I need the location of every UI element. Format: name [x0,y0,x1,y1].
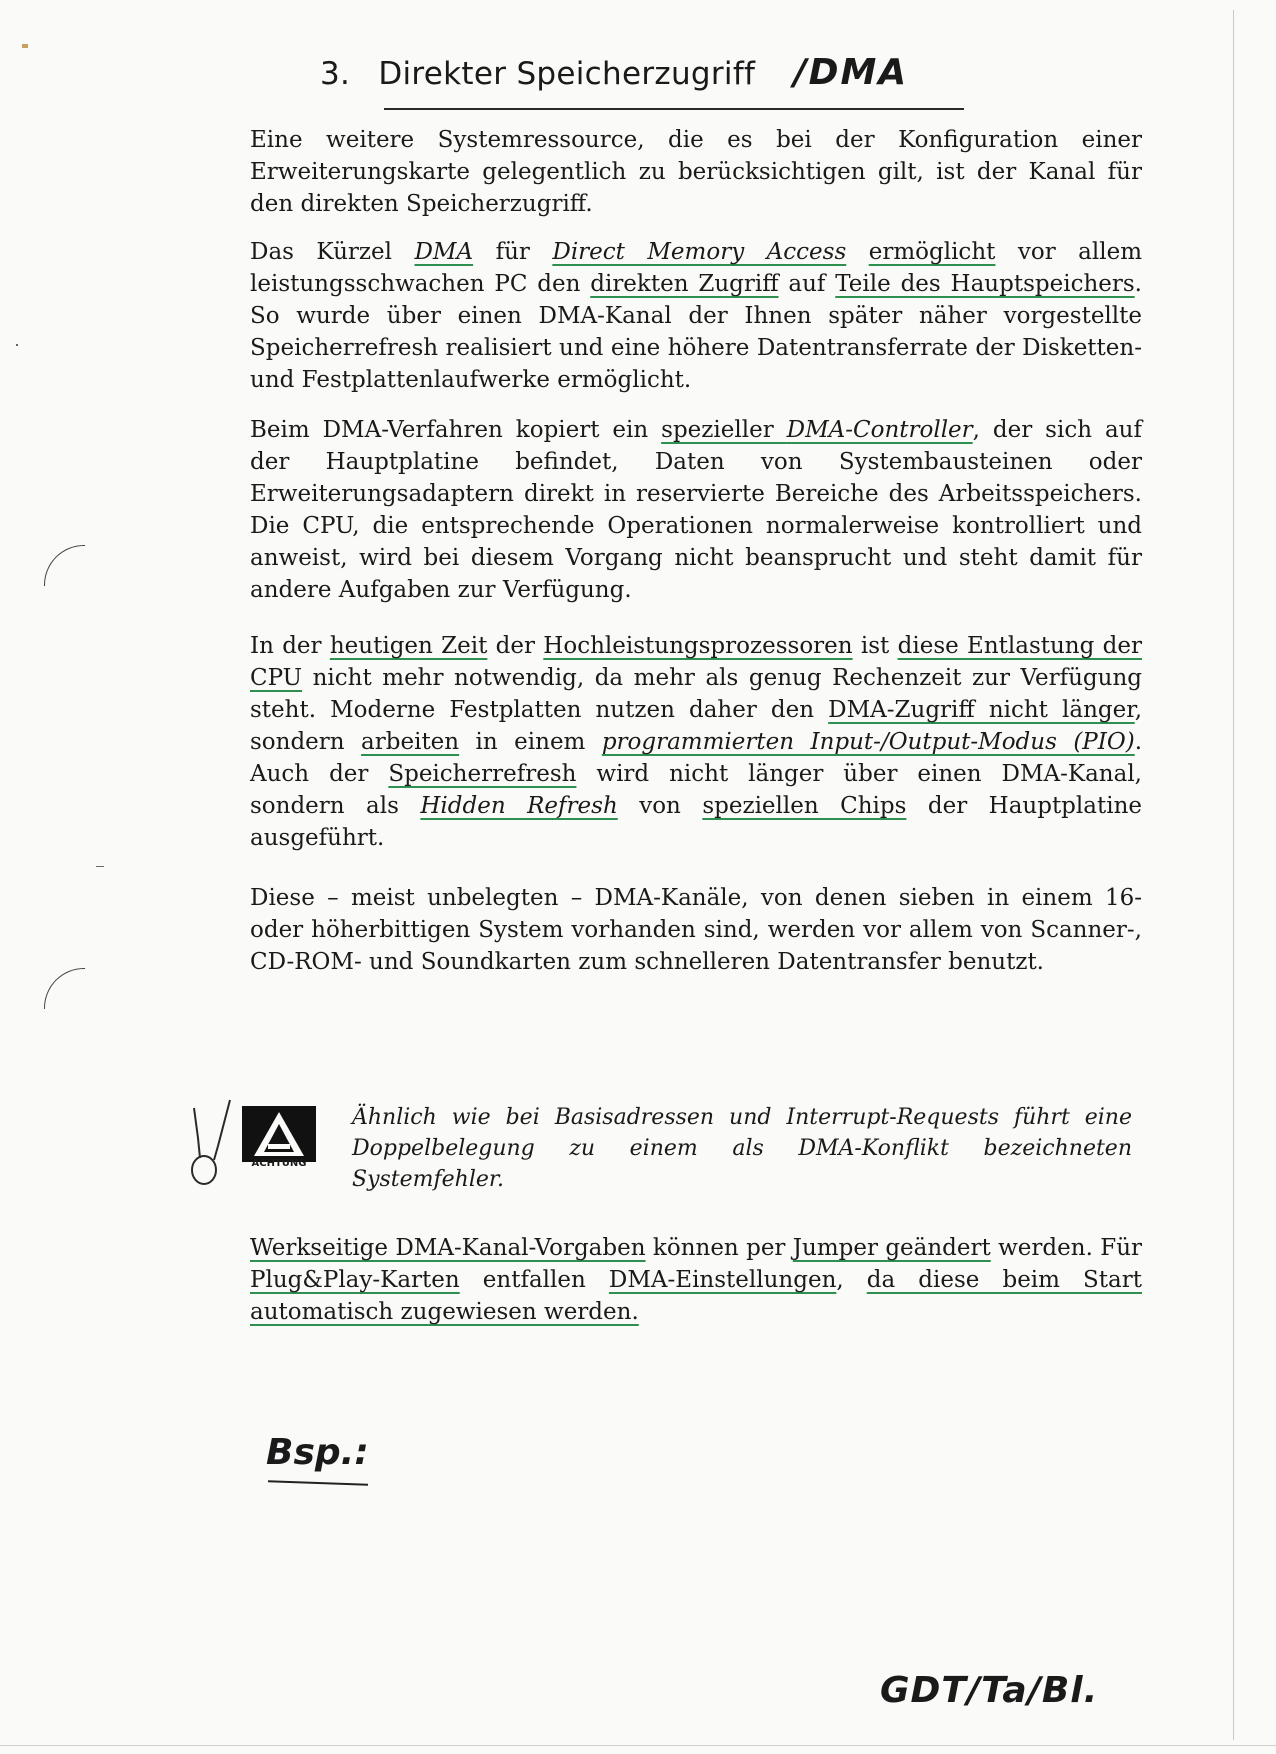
handwritten-example-label: Bsp.: [266,1432,369,1473]
underlined-term: Direct Memory Access [552,239,847,265]
paragraph-text: Diese – meist unbelegten – DMA-Kanäle, von denen sieben in einem 16- oder höherbittigen System vorhanden sind, werden vor allem von Scanner-, CD-ROM- und Soundkarten zum schnelleren Datentransfer benutzt. [250,885,1142,975]
text-run: , [836,1267,867,1293]
scan-speck [22,44,28,48]
text-run: ist [852,633,898,659]
text-run: in einem [459,729,602,755]
text-run: vor allem leistungsschwachen PC den [250,239,1143,297]
underlined-term: DMA-Einstellungen [608,1267,837,1293]
paragraph-4 [250,630,1142,854]
underlined-term: spezieller [661,417,787,443]
heading-handwritten-annotation: /DMA [793,52,909,93]
underlined-term: Werkseitige DMA-Kanal-Vorgaben [250,1235,646,1261]
underlined-term: da diese beim Start automatisch zugewiesen werden. [250,1267,1142,1325]
text-run: . So wurde über einen DMA-Kanal der Ihnen später näher vorgestellte Speicherrefresh realisiert und eine höhere Datentransferrate der Disketten- und Festplattenlaufwerke ermöglicht. [250,271,1142,393]
paragraph-text [250,236,1142,396]
underlined-term: Plug&Play-Karten [250,1267,460,1293]
scan-edge-line [1233,10,1234,1740]
heading-title: Direkter Speicherzugriff [378,56,756,92]
handwritten-check-mark [180,1098,240,1208]
text-run: nicht mehr notwendig, da mehr als genug Rechenzeit zur Verfügung steht. Moderne Festplatten nutzen daher den [250,665,1142,723]
underlined-term: DMA-Controller [786,417,973,443]
warning-note-text: Ähnlich wie bei Basisadressen und Interrupt-Requests führt eine Doppelbelegung zu einem als DMA-Konflikt bezeichneten Systemfehler. [352,1105,1132,1192]
text-run: werden. Für [990,1235,1142,1261]
handwritten-example-underline [268,1480,368,1485]
underlined-term: DMA-Zugriff nicht länger [828,697,1135,723]
text-run: Das Kürzel [250,239,415,265]
paragraph-2 [250,236,1142,396]
underlined-term: ermöglicht [868,239,996,265]
scan-speck [96,866,104,867]
warning-note [240,1098,1140,1208]
text-run: der [487,633,544,659]
punch-hole-mark [44,968,85,1009]
underlined-term: Speicherrefresh [388,761,577,787]
section-heading [320,52,908,93]
underlined-term: diese Entlastung der CPU [250,633,1142,691]
underlined-term: heutigen Zeit [329,633,488,659]
underlined-term: arbeiten [361,729,460,755]
text-run: wird nicht länger über einen DMA-Kanal, sondern als [250,761,1142,819]
underlined-term: DMA [414,239,474,265]
text-run: können per [645,1235,793,1261]
text-run: Beim DMA-Verfahren kopiert ein [250,417,662,443]
warning-icon-label: ACHTUNG [251,1158,307,1169]
underlined-term: Hidden Refresh [420,793,618,819]
underlined-term: speziellen Chips [702,793,907,819]
underlined-term: Hochleistungsprozessoren [543,633,853,659]
underlined-term: programmierten Input-/Output-Modus (PIO) [601,729,1135,755]
heading-number: 3. [320,56,351,92]
paragraph-1 [250,124,1142,220]
scan-speck [16,344,18,346]
underlined-term: Teile des Hauptspeichers [835,271,1135,297]
paragraph-text [250,1232,1142,1328]
text-run: , sondern [250,697,1143,755]
punch-hole-mark [44,545,85,586]
text-run [846,239,868,265]
scan-bottom-line [0,1745,1276,1746]
paragraph-5 [250,882,1142,978]
text-run: . Auch der [250,729,1142,787]
paragraph-text: Eine weitere Systemressource, die es bei der Konfiguration einer Erweiterungskarte gelegentlich zu berücksichtigen gilt, ist der Kanal für den direkten Speicherzugriff. [250,127,1142,217]
warning-icon [242,1106,316,1186]
handwritten-signature: GDT/Ta/Bl. [880,1670,1099,1711]
paragraph-text [250,414,1142,606]
underlined-term: direkten Zugriff [590,271,779,297]
text-run: von [617,793,703,819]
text-run: der Hauptplatine ausgeführt. [250,793,1142,851]
text-run: für [473,239,553,265]
underlined-term: Jumper geändert [792,1235,991,1261]
text-run: auf [778,271,836,297]
text-run: entfallen [459,1267,609,1293]
paragraph-3 [250,414,1142,606]
text-run: In der [250,633,330,659]
paragraph-text [250,630,1142,854]
text-run: , der sich auf der Hauptplatine befindet, Daten von Systembausteinen oder Erweiterungsadaptern direkt in reservierte Bereiche des Arbeitsspeichers. Die CPU, die entsprechende Operationen normalerweise kontrolliert und anweist, wird bei diesem Vorgang nicht beansprucht und steht damit für andere Aufgaben zur Verfügung. [250,417,1142,603]
paragraph-6 [250,1232,1142,1328]
heading-underline [384,108,964,110]
